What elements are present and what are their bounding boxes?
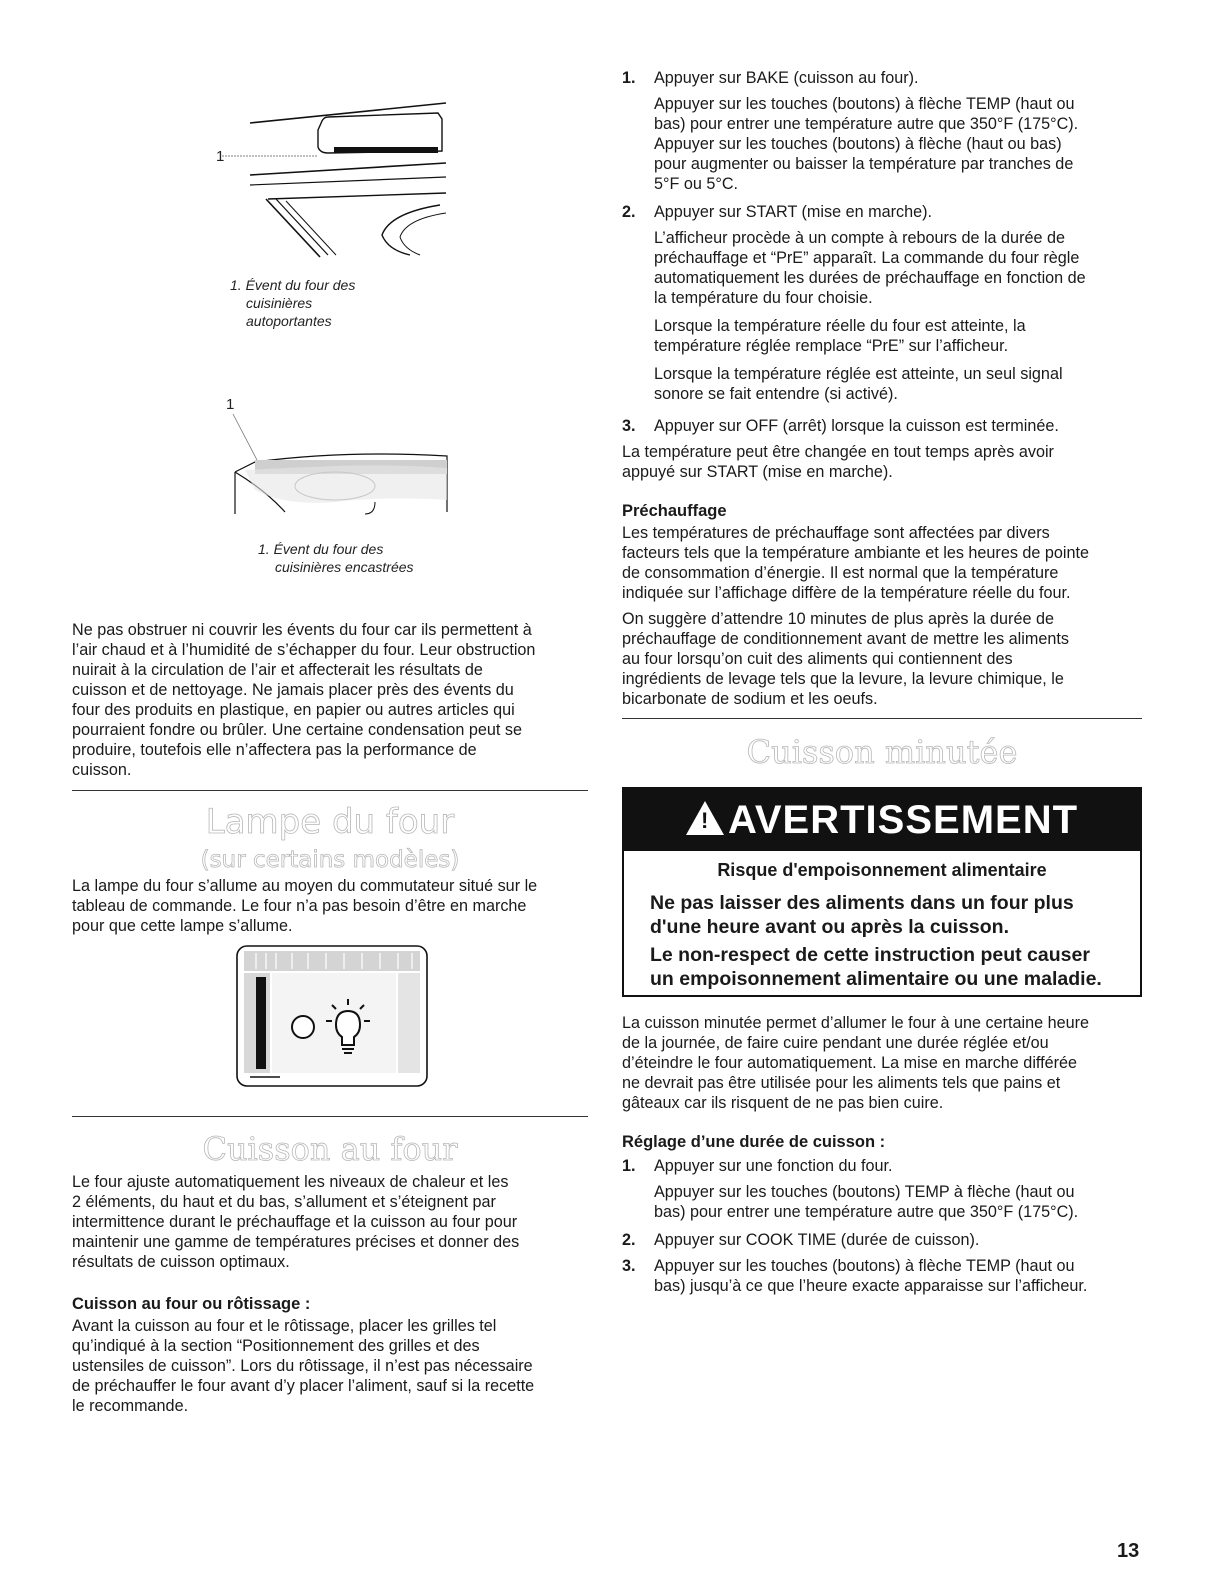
text-line: tableau de commande. Le four n’a pas besoin d’être en marche: [72, 897, 527, 915]
text-line: pour augmenter ou baisser la température par tranches de: [654, 155, 1074, 173]
caption-line: Évent du four des: [245, 277, 356, 293]
text-line: de la journée, de faire cuire pendant une durée réglée et/ou: [622, 1034, 1049, 1052]
bake-section-title: Cuisson au four: [202, 1130, 458, 1168]
step-number: 1.: [622, 69, 636, 87]
text-line: pourraient fondre ou brûler. Une certaine condensation peut se: [72, 721, 522, 739]
text-line: température réglée remplace “PrE” sur l’afficheur.: [654, 337, 1009, 355]
figure-lamp-switch: [236, 945, 428, 1087]
text-line: bas) jusqu’à ce que l’heure exacte apparaisse sur l’afficheur.: [654, 1277, 1088, 1295]
text-line: indiquée sur l’affichage diffère de la température réelle du four.: [622, 584, 1071, 602]
step-text: [654, 68, 1078, 194]
text-line: de consommation d’énergie. Il est normal que la température: [622, 564, 1059, 582]
text-line: bicarbonate de sodium et les oeufs.: [622, 690, 878, 708]
text-line: Les températures de préchauffage sont affectées par divers: [622, 524, 1050, 542]
section-divider: [72, 1116, 588, 1117]
text-line: Lorsque la température réelle du four est atteinte, la: [654, 317, 1026, 335]
text-line: préchauffage de conditionnement avant de mettre les aliments: [622, 630, 1069, 648]
text-line: 5°F ou 5°C.: [654, 175, 739, 193]
lamp-section-title: Lampe du four: [205, 802, 455, 842]
text-line: Ne pas obstruer ni couvrir les évents du four car ils permettent à: [72, 621, 532, 639]
text-line: l’air chaud et à l’humidité de s’échapper du four. Leur obstruction: [72, 641, 536, 659]
timed-section-title: Cuisson minutée: [746, 733, 1018, 771]
warning-triangle-icon: [686, 801, 724, 835]
text-line: de préchauffer le four avant d’y placer l’aliment, sauf si la recette: [72, 1377, 535, 1395]
lamp-paragraph: [72, 876, 588, 936]
text-line: le recommande.: [72, 1397, 189, 1415]
caption-line: Évent du four des: [273, 541, 384, 557]
caption-number: 1.: [230, 277, 242, 293]
step-number: 1.: [622, 1157, 636, 1175]
vents-paragraph: [72, 620, 588, 780]
text-line: four des produits en plastique, en papier ou autres articles qui: [72, 701, 515, 719]
text-line: ne devrait pas être utilisée pour les aliments tels que pains et: [622, 1074, 1061, 1092]
caption-number: 1.: [258, 541, 270, 557]
step-text: [654, 1230, 979, 1250]
text-line: Appuyer sur les touches (boutons) à flèche (haut ou bas): [654, 135, 1062, 153]
text-line: La lampe du four s’allume au moyen du commutateur situé sur le: [72, 877, 538, 895]
step-detail: [654, 228, 1086, 308]
step-number: 3.: [622, 417, 636, 435]
step-number: 2.: [622, 1231, 636, 1249]
lamp-section-subtitle: (sur certains modèles): [200, 847, 460, 873]
step-text: [654, 1156, 1078, 1222]
text-line: Appuyer sur COOK TIME (durée de cuisson).: [654, 1231, 980, 1249]
figure-built-in-vent: [225, 410, 455, 520]
text-line: 2 éléments, du haut et du bas, s’allument et s’éteignent par: [72, 1193, 496, 1211]
text-line: résultats de cuisson optimaux.: [72, 1253, 290, 1271]
text-line: un empoisonnement alimentaire ou une maladie.: [650, 968, 1102, 990]
step-number: 3.: [622, 1257, 636, 1275]
warning-subtitle: Risque d'empoisonnement alimentaire: [717, 860, 1047, 880]
text-line: Avant la cuisson au four et le rôtissage, placer les grilles tel: [72, 1317, 497, 1335]
caption-line: cuisinières: [246, 295, 313, 311]
figure2-caption: [258, 540, 414, 576]
text-line: Ne pas laisser des aliments dans un four plus: [650, 892, 1074, 914]
warning-header: [624, 789, 1140, 851]
step-detail: [654, 1182, 1078, 1222]
text-line: Le non-respect de cette instruction peut causer: [650, 944, 1090, 966]
text-line: cuisson et de nettoyage. Ne jamais placer près des évents du: [72, 681, 514, 699]
text-line: intermittence durant le préchauffage et la cuisson au four pour: [72, 1213, 518, 1231]
text-line: La cuisson minutée permet d’allumer le four à une certaine heure: [622, 1014, 1090, 1032]
text-line: Appuyer sur START (mise en marche).: [654, 203, 932, 221]
text-line: La température peut être changée en tout temps après avoir: [622, 443, 1054, 461]
warning-box: [622, 787, 1142, 997]
text-line: la température du four choisie.: [654, 289, 873, 307]
warning-line-2: [650, 943, 1130, 991]
step-text: [654, 1256, 1087, 1296]
text-line: automatiquement les durées de préchauffage en fonction de: [654, 269, 1086, 287]
text-line: Appuyer sur les touches (boutons) TEMP à flèche (haut ou: [654, 1183, 1075, 1201]
caption-line: cuisinières encastrées: [275, 559, 414, 575]
caption-line: autoportantes: [246, 313, 332, 329]
figure2-callout: 1: [226, 396, 235, 413]
text-line: gâteaux car ils risquent de ne pas bien cuire.: [622, 1094, 944, 1112]
preheat-heading: Préchauffage: [622, 502, 727, 520]
text-line: Appuyer sur les touches (boutons) à flèche TEMP (haut ou: [654, 1257, 1075, 1275]
text-line: maintenir une gamme de températures précises et donner des: [72, 1233, 520, 1251]
text-line: appuyé sur START (mise en marche).: [622, 463, 893, 481]
text-line: Appuyer sur OFF (arrêt) lorsque la cuisson est terminée.: [654, 417, 1059, 435]
text-line: bas) pour entrer une température autre que 350°F (175°C).: [654, 1203, 1079, 1221]
figure1-callout: 1: [216, 148, 225, 165]
step-detail: [654, 364, 1086, 404]
section-divider: [72, 790, 588, 791]
figure-freestanding-vent: [210, 95, 460, 265]
text-line: On suggère d’attendre 10 minutes de plus après la durée de: [622, 610, 1054, 628]
text-line: Appuyer sur BAKE (cuisson au four).: [654, 69, 919, 87]
text-line: ingrédients de levage tels que la levure, la levure chimique, le: [622, 670, 1064, 688]
text-line: bas) pour entrer une température autre que 350°F (175°C).: [654, 115, 1079, 133]
temp-change-paragraph: [622, 442, 1144, 482]
text-line: au four lorsqu’on cuit des aliments qui contiennent des: [622, 650, 1013, 668]
preheat-paragraph-2: [622, 609, 1144, 709]
step-detail: [654, 316, 1086, 356]
bake-paragraph-2: [72, 1316, 588, 1416]
step-text: [654, 202, 1086, 404]
text-line: ustensiles de cuisson”. Lors du rôtissage, il n’est pas nécessaire: [72, 1357, 533, 1375]
text-line: d’éteindre le four automatiquement. La mise en marche différée: [622, 1054, 1078, 1072]
step-detail: [654, 94, 1078, 194]
text-line: cuisson.: [72, 761, 132, 779]
preheat-paragraph: [622, 523, 1144, 603]
text-line: L’afficheur procède à un compte à rebours de la durée de: [654, 229, 1065, 247]
warning-line-1: [650, 891, 1130, 939]
text-line: Le four ajuste automatiquement les niveaux de chaleur et les: [72, 1173, 509, 1191]
step-number: 2.: [622, 203, 636, 221]
text-line: préchauffage et “PrE” apparaît. La commande du four règle: [654, 249, 1080, 267]
text-line: produire, toutefois elle n’affectera pas la performance de: [72, 741, 477, 759]
bake-paragraph: [72, 1172, 588, 1272]
bake-subheading: Cuisson au four ou rôtissage :: [72, 1295, 311, 1313]
text-line: sonore se fait entendre (si activé).: [654, 385, 898, 403]
text-line: Lorsque la température réglée est atteinte, un seul signal: [654, 365, 1063, 383]
text-line: d'une heure avant ou après la cuisson.: [650, 916, 1009, 938]
text-line: Appuyer sur une fonction du four.: [654, 1157, 893, 1175]
page-number: 13: [1117, 1540, 1140, 1562]
text-line: nuirait à la circulation de l’air et affecterait les résultats de: [72, 661, 483, 679]
timed-subheading: Réglage d’une durée de cuisson :: [622, 1133, 886, 1151]
step-text: [654, 416, 1059, 436]
warning-header-text: AVERTISSEMENT: [727, 798, 1079, 842]
text-line: pour que cette lampe s’allume.: [72, 917, 293, 935]
text-line: Appuyer sur les touches (boutons) à flèche TEMP (haut ou: [654, 95, 1075, 113]
text-line: facteurs tels que la température ambiante et les heures de pointe: [622, 544, 1090, 562]
timed-paragraph: [622, 1013, 1144, 1113]
section-divider: [622, 718, 1142, 719]
figure1-caption: [230, 276, 355, 330]
text-line: qu’indiqué à la section “Positionnement des grilles et des: [72, 1337, 480, 1355]
